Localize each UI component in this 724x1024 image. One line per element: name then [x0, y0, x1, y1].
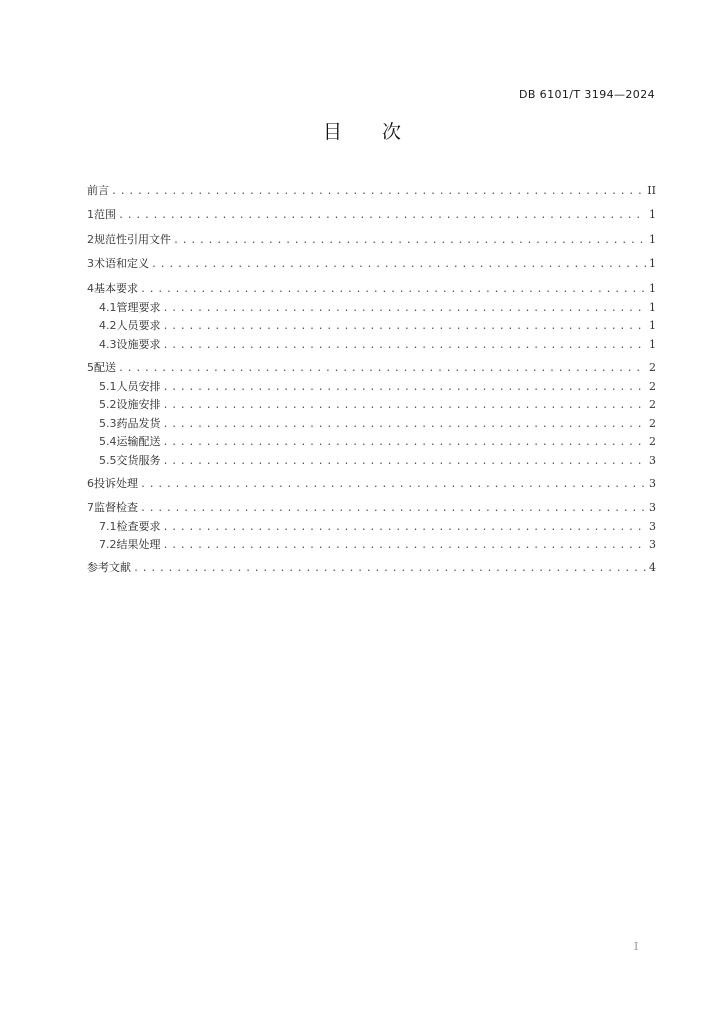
toc-entry-number: 7.1 [99, 520, 117, 533]
toc-entry-personnel-arrangement[interactable] [99, 378, 656, 396]
toc-entry-page: 1 [649, 257, 656, 270]
toc-entry-number: 4.1 [99, 301, 117, 314]
toc-leader-dots [173, 232, 646, 250]
toc-entry-management-requirements[interactable] [99, 299, 656, 317]
toc-entry-number: 4 [87, 282, 94, 295]
toc-entry-page: 1 [649, 301, 656, 314]
toc-entry-page: 3 [649, 538, 656, 551]
toc-entry-page: 1 [649, 282, 656, 295]
toc-entry-page: II [647, 184, 656, 197]
toc-entry-label: 规范性引用文件 [94, 233, 171, 246]
toc-leader-dots [163, 416, 647, 434]
toc-entry-page: 1 [649, 233, 656, 246]
toc-leader-dots [163, 453, 647, 471]
toc-entry-label: 设施安排 [116, 398, 161, 411]
toc-entry-personnel-requirements[interactable] [99, 317, 656, 335]
toc-entry-page: 3 [649, 520, 656, 533]
toc-leader-dots [163, 379, 647, 397]
page-number: I [634, 940, 639, 953]
toc-entry-facility-arrangement[interactable] [99, 396, 656, 414]
toc-leader-dots [118, 360, 646, 378]
toc-entry-scope[interactable] [87, 206, 656, 224]
toc-entry-number: 2 [87, 233, 94, 246]
toc-entry-basic-requirements[interactable] [87, 280, 656, 298]
toc-entry-number: 5.5 [99, 454, 117, 467]
toc-entry-supervision-inspection[interactable] [87, 499, 656, 517]
toc-entry-label: 管理要求 [116, 301, 161, 314]
toc-entry-number: 5.2 [99, 398, 117, 411]
toc-entry-bibliography[interactable] [87, 559, 656, 577]
toc-entry-page: 2 [649, 435, 656, 448]
toc-title-left: 目 [322, 121, 342, 143]
toc-entry-number: 4.3 [99, 338, 117, 351]
toc-entry-normative-references[interactable] [87, 231, 656, 249]
toc-entry-page: 3 [649, 477, 656, 490]
toc-entry-page: 1 [649, 319, 656, 332]
toc-entry-page: 2 [649, 380, 656, 393]
toc-entry-number: 7.2 [99, 538, 117, 551]
toc-entry-delivery[interactable] [87, 359, 656, 377]
toc-entry-number: 5.3 [99, 417, 117, 430]
toc-entry-label: 投诉处理 [94, 477, 138, 490]
toc-entry-label: 交货服务 [116, 454, 161, 467]
toc-entry-transport-delivery[interactable] [99, 433, 656, 451]
toc-leader-dots [163, 537, 647, 555]
toc-title [0, 117, 724, 144]
toc-entry-label: 人员安排 [116, 380, 161, 393]
toc-entry-label: 范围 [94, 208, 116, 221]
toc-entry-result-handling[interactable] [99, 536, 656, 554]
toc-entry-page: 3 [649, 501, 656, 514]
toc-leader-dots [163, 337, 647, 355]
toc-leader-dots [111, 183, 644, 201]
toc-entry-number: 5.1 [99, 380, 117, 393]
toc-leader-dots [118, 207, 646, 225]
toc-entry-label: 前言 [87, 184, 109, 197]
toc-leader-dots [140, 500, 646, 518]
toc-entry-label: 人员要求 [116, 319, 161, 332]
toc-entry-label: 基本要求 [94, 282, 138, 295]
standard-code: DB 6101/T 3194—2024 [518, 88, 655, 101]
toc-leader-dots [133, 560, 646, 578]
toc-leader-dots [163, 519, 647, 537]
toc-entry-page: 2 [649, 398, 656, 411]
toc-leader-dots [163, 397, 647, 415]
toc-entry-number: 3 [87, 257, 94, 270]
toc-entry-terms-definitions[interactable] [87, 255, 656, 273]
toc-leader-dots [163, 318, 647, 336]
toc-entry-preface[interactable] [87, 182, 656, 200]
toc-entry-handover-service[interactable] [99, 452, 656, 470]
toc-entry-label: 设施要求 [116, 338, 161, 351]
toc-entry-page: 3 [649, 454, 656, 467]
toc-entry-facility-requirements[interactable] [99, 336, 656, 354]
toc-entry-page: 4 [649, 561, 656, 574]
toc-entry-page: 2 [649, 417, 656, 430]
toc-entry-page: 1 [649, 338, 656, 351]
toc-entry-label: 药品发货 [116, 417, 161, 430]
toc-entry-number: 6 [87, 477, 94, 490]
toc-entry-number: 5.4 [99, 435, 117, 448]
toc-entry-label: 配送 [94, 361, 116, 374]
toc-entry-label: 结果处理 [116, 538, 161, 551]
toc-entry-inspection-requirements[interactable] [99, 518, 656, 536]
toc-leader-dots [151, 256, 646, 274]
toc-entry-complaint-handling[interactable] [87, 475, 656, 493]
toc-entry-number: 7 [87, 501, 94, 514]
toc-entry-label: 检查要求 [116, 520, 161, 533]
toc-entry-number: 4.2 [99, 319, 117, 332]
toc-leader-dots [163, 300, 647, 318]
toc-entry-number: 5 [87, 361, 94, 374]
toc-leader-dots [163, 434, 647, 452]
toc-entry-number: 1 [87, 208, 94, 221]
toc-entry-label: 参考文献 [87, 561, 131, 574]
toc-leader-dots [140, 281, 646, 299]
toc-entry-label: 术语和定义 [94, 257, 149, 270]
toc-leader-dots [140, 476, 646, 494]
toc-entry-page: 2 [649, 361, 656, 374]
toc-entry-label: 监督检查 [94, 501, 138, 514]
toc-entry-label: 运输配送 [116, 435, 161, 448]
toc-entry-drug-shipment[interactable] [99, 415, 656, 433]
toc-title-right: 次 [382, 121, 402, 143]
toc-entry-page: 1 [649, 208, 656, 221]
